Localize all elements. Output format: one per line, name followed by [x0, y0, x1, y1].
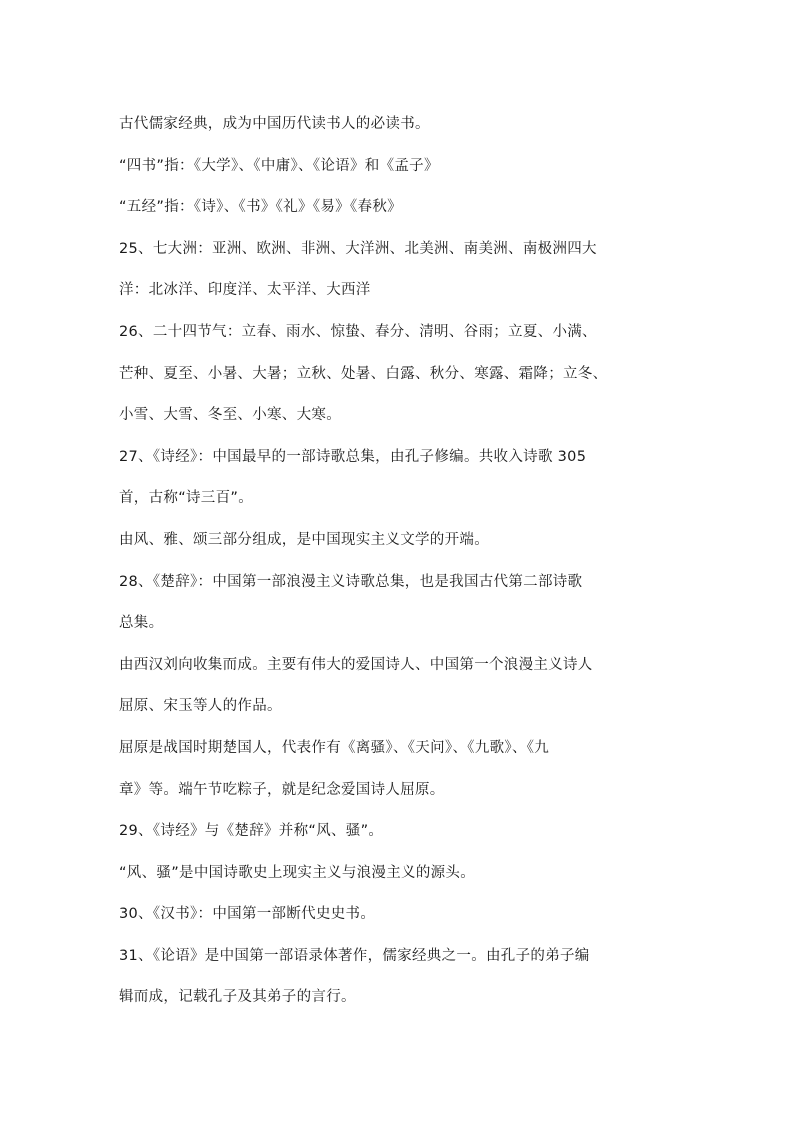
- text-line: 总集。: [119, 615, 164, 632]
- text-line: 小雪、大雪、冬至、小寒、大寒。: [119, 407, 341, 424]
- text-line: 29、《诗经》与《楚辞》并称“风、骚”。: [119, 823, 384, 840]
- text-line: 屈原是战国时期楚国人，代表作有《离骚》、《天问》、《九歌》、《九: [119, 739, 550, 756]
- text-line: 屈原、宋玉等人的作品。: [119, 698, 282, 715]
- text-line: 由风、雅、颂三部分组成，是中国现实主义文学的开端。: [119, 531, 489, 548]
- text-line: 芒种、夏至、小暑、大暑；立秋、处暑、白露、秋分、寒露、霜降；立冬、: [119, 365, 608, 382]
- text-line: 28、《楚辞》：中国第一部浪漫主义诗歌总集，也是我国古代第二部诗歌: [119, 573, 583, 590]
- text-line: 首，古称“诗三百”。: [119, 490, 254, 507]
- text-line: 27、《诗经》：中国最早的一部诗歌总集，由孔子修编。共收入诗歌 305: [119, 448, 587, 465]
- text-line: 30、《汉书》：中国第一部断代史史书。: [119, 906, 376, 923]
- text-line: 由西汉刘向收集而成。主要有伟大的爱国诗人、中国第一个浪漫主义诗人: [119, 656, 593, 673]
- text-line: 26、二十四节气：立春、雨水、惊蛰、春分、清明、谷雨；立夏、小满、: [119, 323, 597, 340]
- document-body: [119, 104, 699, 1019]
- text-line: 25、七大洲：亚洲、欧洲、非洲、大洋洲、北美洲、南美洲、南极洲四大: [119, 240, 597, 257]
- text-line: 古代儒家经典，成为中国历代读书人的必读书。: [119, 116, 430, 132]
- text-line: “五经”指：《诗》、《书》《礼》《易》《春秋》: [119, 199, 402, 216]
- text-line: 章》等。端午节吃粽子，就是纪念爱国诗人屈原。: [119, 781, 445, 798]
- text-line: “四书”指：《大学》、《中庸》、《论语》和《孟子》: [119, 157, 439, 174]
- text-line: 31、《论语》是中国第一部语录体著作，儒家经典之一。由孔子的弟子编: [119, 947, 590, 964]
- text-line: 洋：北冰洋、印度洋、太平洋、大西洋: [119, 282, 371, 299]
- text-line: 辑而成，记载孔子及其弟子的言行。: [119, 989, 356, 1006]
- text-line: “风、骚”是中国诗歌史上现实主义与浪漫主义的源头。: [119, 864, 476, 881]
